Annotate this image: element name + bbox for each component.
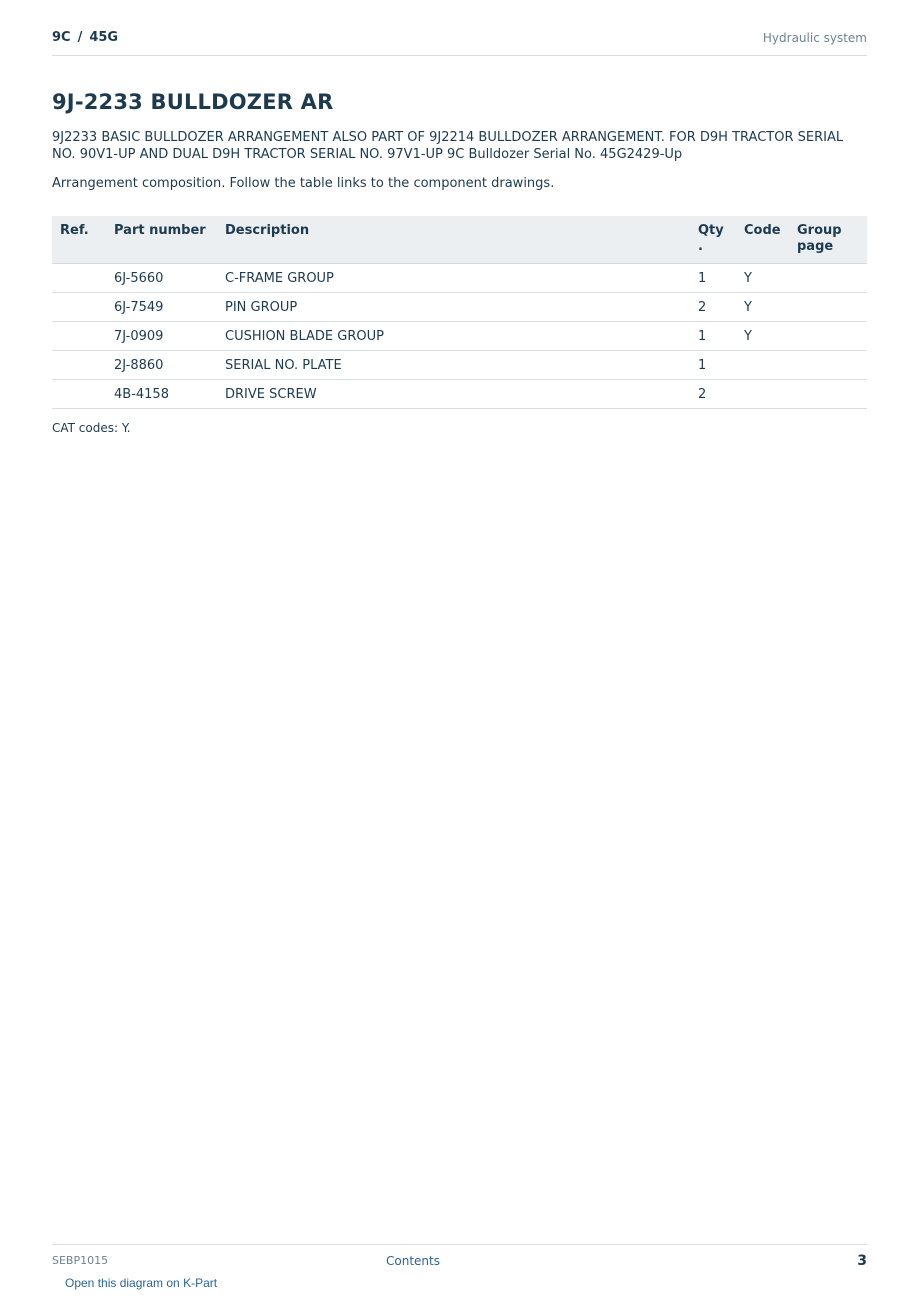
table-row[interactable] (52, 293, 867, 322)
page-footer (52, 1244, 867, 1269)
cell-part-number[interactable]: 7J-0909 (106, 322, 217, 351)
model-code: 9C (52, 30, 71, 45)
cell-qty: 2 (690, 293, 736, 322)
cell-description: SERIAL NO. PLATE (217, 351, 690, 380)
parts-table (52, 216, 867, 409)
table-row[interactable] (52, 264, 867, 293)
serial-prefix: 45G (89, 30, 119, 45)
breadcrumb-separator: / (77, 30, 83, 45)
col-qty-line2: . (698, 239, 703, 254)
cell-code (736, 351, 789, 380)
cell-description: DRIVE SCREW (217, 380, 690, 409)
col-description: Description (217, 216, 690, 264)
cell-group-page (789, 322, 867, 351)
cell-ref (52, 264, 106, 293)
cell-group-page (789, 351, 867, 380)
col-ref: Ref. (52, 216, 106, 264)
cell-description: C-FRAME GROUP (217, 264, 690, 293)
arrangement-description: 9J2233 BASIC BULLDOZER ARRANGEMENT ALSO PART OF 9J2214 BULLDOZER ARRANGEMENT. FOR D9H TRACTOR SERIAL NO. 90V1-UP AND DUAL D9H TRACTOR SERIAL NO. 97V1-UP 9C Bulldozer Serial No. 45G2429-Up (52, 130, 844, 162)
contents-link[interactable]: Contents (386, 1254, 440, 1268)
table-header-row (52, 216, 867, 264)
page-number: 3 (857, 1253, 867, 1269)
page-header (52, 28, 867, 56)
page-title: 9J-2233 BULLDOZER AR (52, 90, 334, 114)
open-on-kpart-link[interactable]: Open this diagram on K-Part (65, 1276, 218, 1290)
cell-group-page (789, 264, 867, 293)
col-group-page (789, 216, 867, 264)
table-row[interactable] (52, 351, 867, 380)
cell-group-page (789, 293, 867, 322)
cell-part-number[interactable]: 4B-4158 (106, 380, 217, 409)
section-title: Hydraulic system (762, 31, 867, 45)
model-breadcrumb (52, 30, 118, 45)
col-part-number: Part number (106, 216, 217, 264)
cell-code: Y (736, 264, 789, 293)
table-row[interactable] (52, 380, 867, 409)
cell-part-number[interactable]: 2J-8860 (106, 351, 217, 380)
cell-code: Y (736, 293, 789, 322)
col-code: Code (736, 216, 789, 264)
cell-code (736, 380, 789, 409)
cell-qty: 1 (690, 351, 736, 380)
cell-qty: 2 (690, 380, 736, 409)
cell-qty: 1 (690, 322, 736, 351)
cell-group-page (789, 380, 867, 409)
cell-code: Y (736, 322, 789, 351)
table-note: Arrangement composition. Follow the table links to the component drawings. (52, 176, 555, 191)
cell-description: PIN GROUP (217, 293, 690, 322)
cell-description: CUSHION BLADE GROUP (217, 322, 690, 351)
table-row[interactable] (52, 322, 867, 351)
col-qty-line1: Qty (698, 223, 724, 238)
cell-ref (52, 380, 106, 409)
cat-codes-note: CAT codes: Y. (52, 421, 131, 435)
col-qty (690, 216, 736, 264)
cell-qty: 1 (690, 264, 736, 293)
cell-part-number[interactable]: 6J-5660 (106, 264, 217, 293)
cell-ref (52, 293, 106, 322)
document-id: SEBP1015 (52, 1254, 109, 1267)
cell-ref (52, 322, 106, 351)
cell-ref (52, 351, 106, 380)
cell-part-number[interactable]: 6J-7549 (106, 293, 217, 322)
col-group-line2: page (797, 239, 834, 254)
col-group-line1: Group (797, 223, 842, 238)
